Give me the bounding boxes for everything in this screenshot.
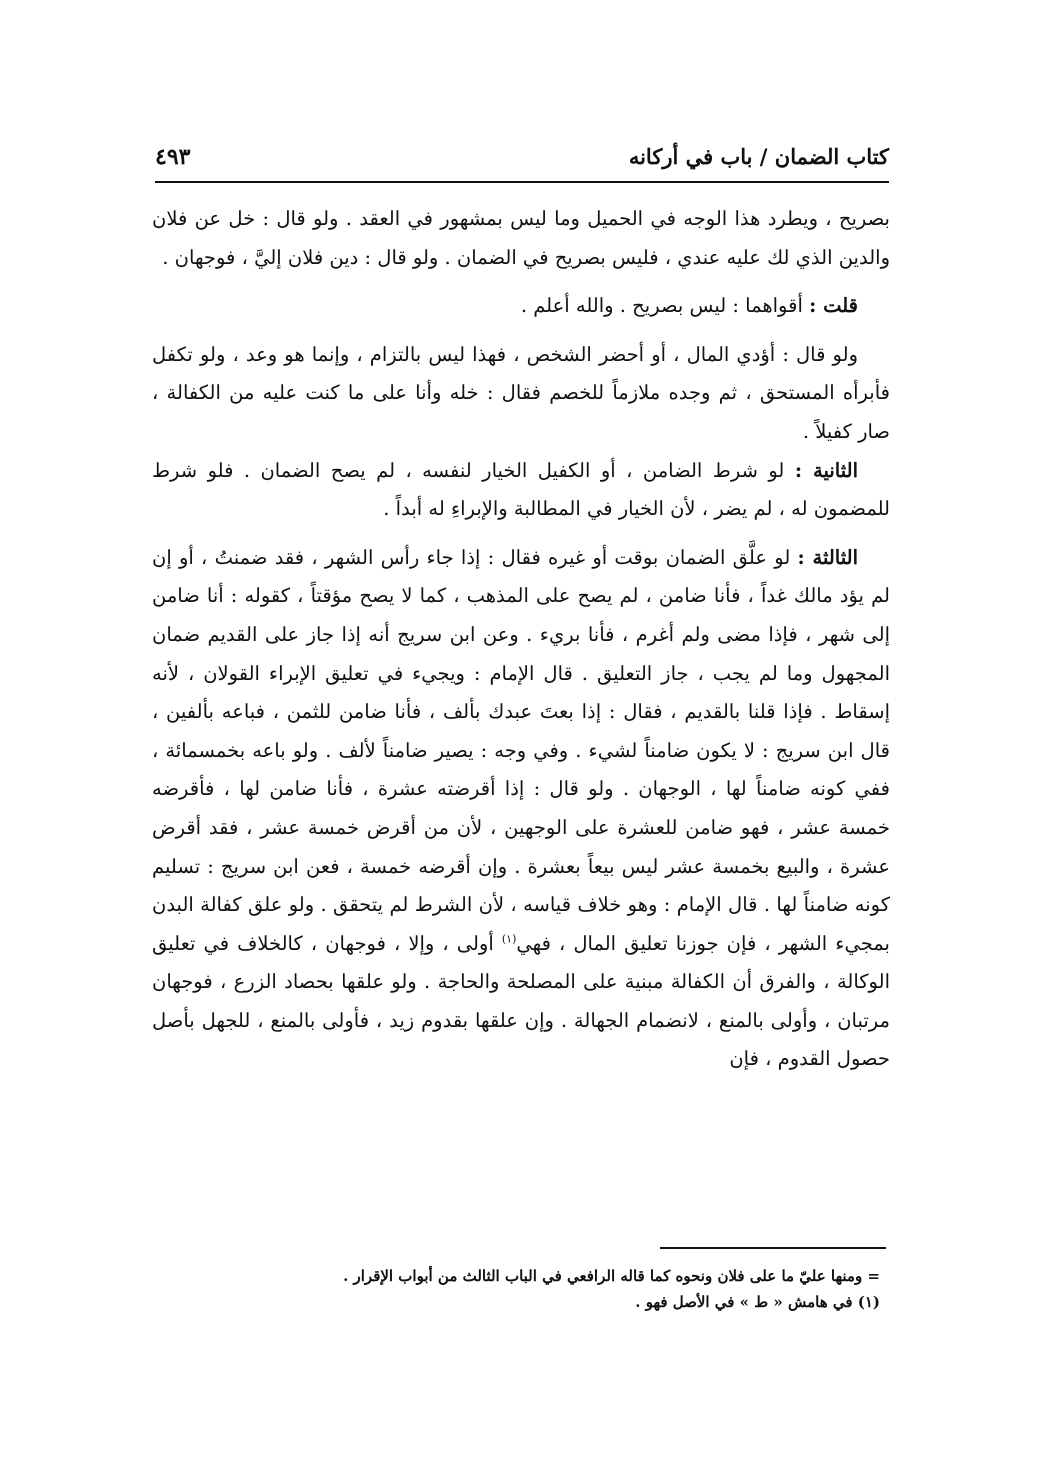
footnote-line: = ومنها عليّ ما على فلان ونحوه كما قاله الرافعي في الباب الثالث من أبواب الإقرار . [343,1267,880,1285]
paragraph-text: لو شرط الضامن ، أو الكفيل الخيار لنفسه ، لم يصح الضمان . فلو شرط للمضمون له ، لم يضر ، لأن الخيار في المطالبة والإبراءِ له أبداً . [152,458,890,521]
paragraph-text: لو علَّق الضمان بوقت أو غيره فقال : إذا جاء رأس الشهر ، فقد ضمنتُ ، أو إن لم يؤد مالك غداً ، فأنا ضامن ، لم يصح على المذهب ، كما لا يصح مؤقتاً ، كقوله : أنا ضامن إلى شهر ، فإذا مضى ولم أغرم ، فأنا بريء . وعن ابن سريج أنه إذا جاز على القديم ضمان المجهول وما لم يجب ، جاز التعليق . قال الإمام : ويجيء في تعليق الإبراء القولان ، لأنه إسقاط . فإذا قلنا بالقديم ، فقال : إذا بعتَ عبدك بألف ، فأنا ضامن للثمن ، فباعه بألفين ، قال ابن سريج : لا يكون ضامناً لشيء . وفي وجه : يصير ضامناً لألف . ولو باعه بخمسمائة ، ففي كونه ضامناً لها ، الوجهان . ولو قال : إذا أقرضته عشرة ، فأنا ضامن لها ، فأقرضه خمسة عشر ، فهو ضامن للعشرة على الوجهين ، لأن من أقرض خمسة عشر ، فقد أقرض عشرة ، والبيع بخمسة عشر ليس بيعاً بعشرة . وإن أقرضه خمسة ، فعن ابن سريج : تسليم كونه ضامناً لها . قال الإمام : وهو خلاف قياسه ، لأن الشرط لم يتحقق . ولو علق كفالة البدن بمجيء الشهر ، فإن جوزنا تعليق المال ، فهي [152,545,890,955]
paragraph-text: ولو قال : أؤدي المال ، أو أحضر الشخص ، فهذا ليس بالتزام ، وإنما هو وعد ، ولو تكفل فأبرأه المستحق ، ثم وجده ملازماً للخصم فقال : خله وأنا على ما كنت عليه من الكفالة ، صار كفيلاً . [152,342,890,443]
footnote-marker[interactable]: (١) [501,932,517,946]
paragraph [152,452,890,529]
paragraph-label: الثانية : [794,458,858,482]
running-header [155,140,889,184]
main-text [152,200,890,1079]
footnote-divider [660,1247,886,1249]
paragraph [152,539,890,1079]
paragraph-label: الثالثة : [797,545,858,569]
chapter-title: كتاب الضمان / باب في أركانه [628,144,889,169]
paragraph [152,336,890,452]
paragraph-text: أولى ، وإلا ، فوجهان ، كالخلاف في تعليق الوكالة ، والفرق أن الكفالة مبنية على المصلحة والحاجة . ولو علقها بحصاد الزرع ، فوجهان مرتبان ، وأولى بالمنع ، لانضمام الجهالة . وإن علقها بقدوم زيد ، فأولى بالمنع ، للجهل بأصل حصول القدوم ، فإن [152,931,890,1071]
footnote-line: (١) في هامش « ط » في الأصل فهو . [635,1293,880,1311]
paragraph [152,287,890,326]
page-number: ٤٩٣ [155,144,191,170]
header-divider [155,181,889,183]
paragraph-text: بصريح ، ويطرد هذا الوجه في الحميل وما ليس بمشهور في العقد . ولو قال : خل عن فلان والدين الذي لك عليه عندي ، فليس بصريح في الضمان . ولو قال : دين فلان إليَّ ، فوجهان . [152,207,890,269]
paragraph [152,200,890,277]
paragraph-text: أقواهما : ليس بصريح . والله أعلم . [520,294,810,318]
paragraph-label: قلت : [809,294,858,318]
footnotes [152,1263,880,1315]
